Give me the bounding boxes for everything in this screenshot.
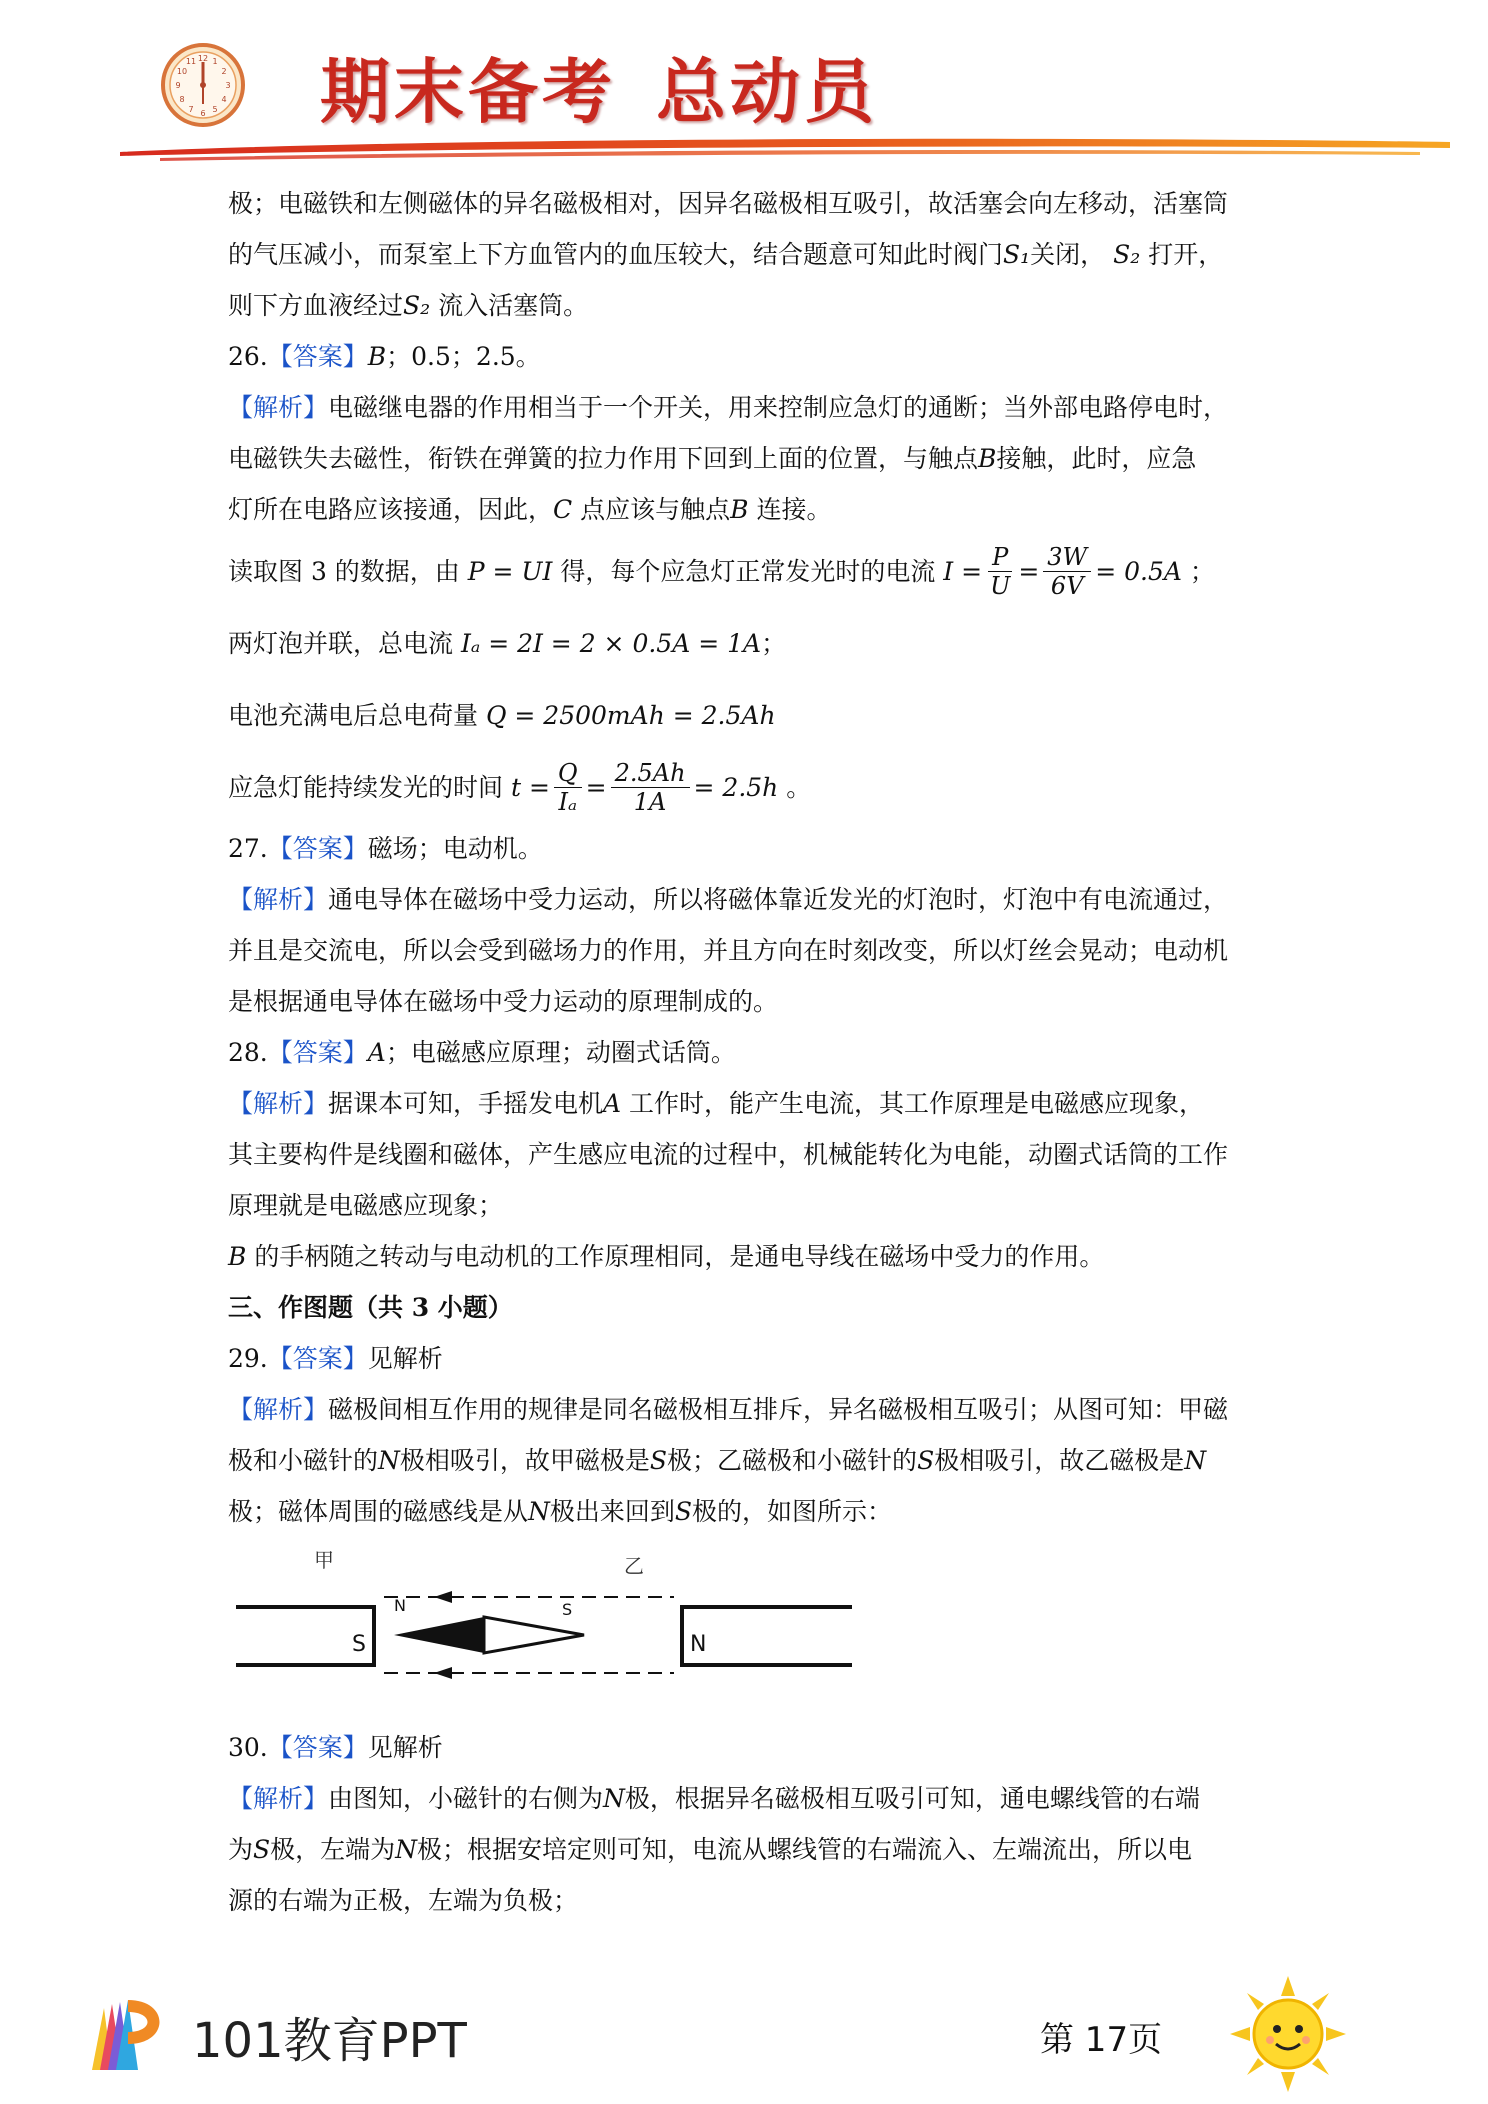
text-line: 为S极，左端为N极；根据安培定则可知，电流从螺线管的右端流入、左端流出，所以电 (228, 1835, 1193, 1864)
banner-title-part2: 总动员 (656, 50, 878, 133)
text-line: 灯所在电路应该接通，因此，C 点应该与触点B 连接。 (228, 495, 832, 524)
question-26-analysis: 【解析】电磁继电器的作用相当于一个开关，用来控制应急灯的通断；当外部电路停电时， (228, 393, 1229, 422)
text-line: 原理就是电磁感应现象； (228, 1191, 504, 1220)
field-arrow-top (434, 1591, 452, 1603)
needle-south-label: S (562, 1600, 573, 1619)
formula-charge: 电池充满电后总电荷量 Q = 2500mAh = 2.5Ah (228, 700, 776, 730)
label-yi: 乙 (624, 1554, 644, 1578)
question-27-analysis: 【解析】通电导体在磁场中受力运动，所以将磁体靠近发光的灯泡时，灯泡中有电流通过， (228, 885, 1229, 914)
text-line: 的气压减小，而泵室上下方血管内的血压较大，结合题意可知此时阀门S₁关闭， S₂ 打开， (228, 240, 1224, 269)
left-magnet-pole: S (352, 1632, 366, 1657)
needle-north-label: N (394, 1596, 406, 1615)
logo-icon (82, 1988, 174, 2080)
formula-current: 读取图 3 的数据，由 P = UI 得，每个应急灯正常发光时的电流 I = $\frac{P}{U}$ = $\frac{3W}{6V}$ = 0.5A ； (228, 542, 1215, 600)
logo-text: 101教育PPT (192, 2013, 467, 2069)
fraction: $\frac{2.5Ah}{1A}$ (611, 759, 690, 816)
text-line: 极；磁体周围的磁感线是从N极出来回到S极的，如图所示： (228, 1497, 893, 1526)
text-line: 电磁铁失去磁性，衔铁在弹簧的拉力作用下回到上面的位置，与触点B接触，此时，应急 (228, 444, 1197, 473)
text-line: 极和小磁针的N极相吸引，故甲磁极是S极；乙磁极和小磁针的S极相吸引，故乙磁极是N (228, 1446, 1207, 1475)
text-line: 是根据通电导体在磁场中受力运动的原理制成的。 (228, 987, 779, 1016)
banner-title-part1: 期末备考 (320, 50, 616, 133)
clock-number: 9 (175, 81, 181, 90)
clock-number: 5 (212, 105, 218, 114)
needle-south-half (484, 1617, 584, 1653)
page-header (0, 0, 1488, 170)
question-28-analysis: 【解析】据课本可知，手摇发电机A 工作时，能产生电流，其工作原理是电磁感应现象， (228, 1089, 1205, 1118)
formula-total-current: 两灯泡并联，总电流 Iₐ = 2I = 2 × 0.5A = 1A ； (228, 628, 787, 658)
field-arrow-bottom (434, 1667, 452, 1679)
clock-number: 1 (212, 57, 218, 66)
clock-number: 6 (200, 109, 206, 118)
formula-time: 应急灯能持续发光的时间 t = $\frac{Q}{\text{Iₐ}}$ = $\frac{2.5Ah}{1A}$ = 2.5h 。 (228, 758, 812, 816)
text-line: B 的手柄随之转动与电动机的工作原理相同，是通电导线在磁场中受力的作用。 (228, 1242, 1105, 1271)
question-26-answer: 26.【答案】B；0.5；2.5。 (228, 342, 541, 371)
question-27-answer: 27.【答案】磁场；电动机。 (228, 834, 543, 863)
question-29-analysis: 【解析】磁极间相互作用的规律是同名磁极相互排斥，异名磁极相互吸引；从图可知：甲磁 (228, 1395, 1229, 1424)
clock-number: 8 (179, 95, 185, 104)
clock-number: 4 (221, 95, 227, 104)
clock-number: 10 (176, 67, 188, 76)
fraction: $\frac{3W}{6V}$ (1043, 543, 1091, 600)
needle-north-half (394, 1617, 484, 1653)
right-magnet (682, 1607, 852, 1665)
question-29-answer: 29.【答案】见解析 (228, 1344, 443, 1373)
document-body (228, 178, 1273, 1926)
clock-number: 11 (185, 57, 197, 66)
question-30-answer: 30.【答案】见解析 (228, 1733, 443, 1762)
text-line: 并且是交流电，所以会受到磁场力的作用，并且方向在时刻改变，所以灯丝会晃动；电动机 (228, 936, 1229, 965)
sun-icon (1228, 1974, 1348, 2094)
fraction: $\frac{Q}{\text{Iₐ}}$ (554, 759, 582, 816)
header-swoosh (120, 130, 1450, 170)
text-line: 则下方血液经过S₂ 流入活塞筒。 (228, 291, 589, 320)
clock-number: 12 (197, 54, 209, 63)
banner-title (320, 36, 878, 137)
page-number: 第 17页 (1040, 2020, 1163, 2060)
page-footer (0, 1960, 1488, 2104)
section-heading: 三、作图题（共 3 小题） (228, 1293, 513, 1322)
clock-icon (160, 42, 246, 128)
text-line: 其主要构件是线圈和磁体，产生感应电流的过程中，机械能转化为电能，动圈式话筒的工作 (228, 1140, 1229, 1169)
right-magnet-pole: N (690, 1632, 707, 1657)
clock-number: 3 (225, 81, 231, 90)
magnet-diagram (234, 1545, 854, 1695)
clock-number: 2 (221, 67, 227, 76)
question-30-analysis: 【解析】由图知，小磁针的右侧为N极，根据异名磁极相互吸引可知，通电螺线管的右端 (228, 1784, 1200, 1813)
text-line: 极；电磁铁和左侧磁体的异名磁极相对，因异名磁极相互吸引，故活塞会向左移动，活塞筒 (228, 189, 1229, 218)
label-jia: 甲 (314, 1548, 334, 1572)
clock-number: 7 (188, 105, 194, 114)
text-line: 源的右端为正极，左端为负极； (228, 1886, 579, 1915)
question-28-answer: 28.【答案】A；电磁感应原理；动圈式话筒。 (228, 1038, 736, 1067)
fraction: $\frac{P}{U}$ (990, 542, 1011, 600)
